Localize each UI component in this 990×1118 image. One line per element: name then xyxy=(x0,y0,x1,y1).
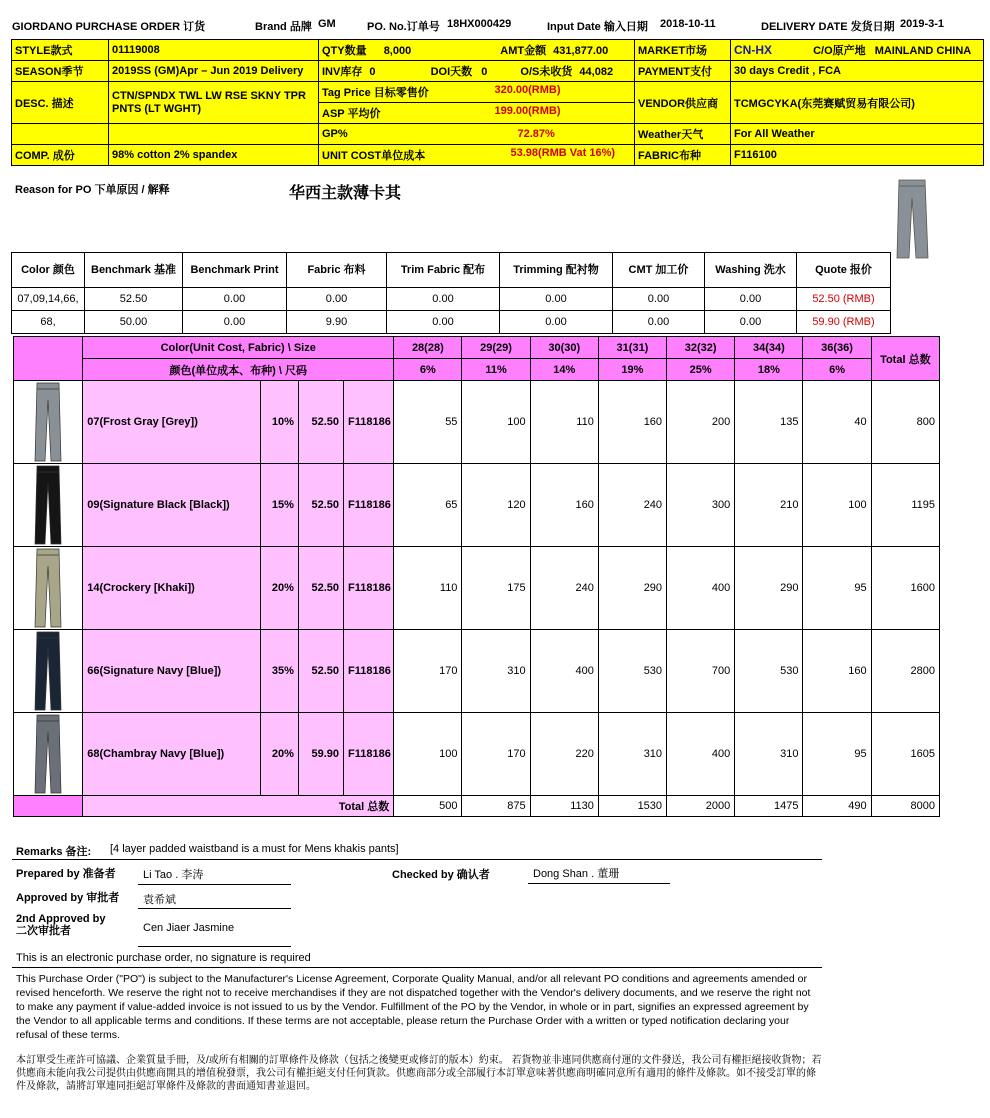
po-number: 18HX000429 xyxy=(447,18,512,30)
color-name: 66(Signature Navy [Blue]) xyxy=(83,630,261,713)
color-name: 68(Chambray Navy [Blue]) xyxy=(83,713,261,796)
inv-cell xyxy=(319,61,635,82)
color-row xyxy=(14,713,940,796)
tag-price-label: Tag Price 目标零售价 xyxy=(322,87,429,99)
qty-cell: 170 xyxy=(462,713,530,796)
grand-total: 8000 xyxy=(871,796,939,817)
qty-cell: 95 xyxy=(803,713,871,796)
size-label: 36(36) xyxy=(803,337,871,359)
style-value: 01119008 xyxy=(109,40,319,61)
quote-header: Trimming 配衬物 xyxy=(500,253,613,288)
brand-value: GM xyxy=(318,18,336,30)
inv-label: INV库存 xyxy=(322,66,363,78)
qty-cell: 65 xyxy=(394,464,462,547)
qty-cell: 160 xyxy=(598,381,666,464)
market-value: CN-HX xyxy=(734,43,772,57)
season-label: SEASON季节 xyxy=(12,61,109,82)
payment-value: 30 days Credit , FCA xyxy=(731,61,984,82)
remarks-label: Remarks 备注: xyxy=(16,846,92,858)
quote-header: Fabric 布料 xyxy=(287,253,387,288)
qty-cell: 110 xyxy=(530,381,598,464)
size-header-zh: 颜色(单位成本、布种) \ 尺码 xyxy=(83,359,394,381)
prepared-label: Prepared by 准备者 xyxy=(16,868,116,880)
row-total: 800 xyxy=(871,381,939,464)
approved-label: Approved by 审批者 xyxy=(16,892,120,904)
qty-cell: 400 xyxy=(667,547,735,630)
quote-header: Benchmark Print xyxy=(183,253,287,288)
pants-image xyxy=(33,382,63,462)
quote-header: Quote 报价 xyxy=(797,253,891,288)
quote-price: 59.90 (RMB) xyxy=(797,311,891,334)
quote-cell: 07,09,14,66, xyxy=(12,288,85,311)
po-info-grid xyxy=(11,39,984,166)
size-pct: 11% xyxy=(462,359,530,381)
doi-label: DOI天数 xyxy=(430,66,473,78)
style-label: STYLE款式 xyxy=(12,40,109,61)
qty-cell: 100 xyxy=(462,381,530,464)
asp-label: ASP 平均价 xyxy=(322,108,381,120)
desc-value: CTN/SPNDX TWL LW RSE SKNY TPR PNTS (LT WGHT) xyxy=(109,82,319,124)
color-fabric: F118186 xyxy=(344,630,394,713)
qty-cell: 160 xyxy=(530,464,598,547)
pants-image xyxy=(33,631,63,711)
gp-label: GP% xyxy=(322,128,348,140)
row-total: 1605 xyxy=(871,713,939,796)
size-pct: 6% xyxy=(394,359,462,381)
pants-image xyxy=(33,548,63,628)
qty-cell: 210 xyxy=(735,464,803,547)
qty-cell: 530 xyxy=(598,630,666,713)
po-number-label: PO. No.订单号 xyxy=(367,21,440,33)
comp-label: COMP. 成份 xyxy=(12,145,109,166)
qty-cell: 175 xyxy=(462,547,530,630)
qty-cell: 220 xyxy=(530,713,598,796)
os-label: O/S未收货 xyxy=(520,66,573,78)
quote-cell: 0.00 xyxy=(613,288,705,311)
os-value: 44,082 xyxy=(579,66,614,78)
tag-price-cell xyxy=(319,82,635,103)
color-cost: 52.50 xyxy=(298,630,343,713)
signature-line xyxy=(138,946,291,947)
prepared-by: Li Tao . 李涛 xyxy=(143,869,204,881)
qty-cell: 200 xyxy=(667,381,735,464)
qty-cell: 55 xyxy=(394,381,462,464)
checked-label: Checked by 确认者 xyxy=(392,869,490,881)
po-title: GIORDANO PURCHASE ORDER 订货 xyxy=(12,21,206,33)
quote-cell: 50.00 xyxy=(85,311,183,334)
qty-cell: 530 xyxy=(735,630,803,713)
grand-total-cell: 1530 xyxy=(598,796,666,817)
signature-line xyxy=(138,908,291,909)
quote-header: Washing 洗水 xyxy=(705,253,797,288)
size-header-en: Color(Unit Cost, Fabric) \ Size xyxy=(83,337,394,359)
comp-value: 98% cotton 2% spandex xyxy=(109,145,319,166)
divider xyxy=(12,859,822,860)
size-pct: 25% xyxy=(667,359,735,381)
quote-cell: 0.00 xyxy=(705,311,797,334)
input-date-label: Input Date 输入日期 xyxy=(547,21,648,33)
reason-label: Reason for PO 下单原因 / 解释 xyxy=(15,184,170,196)
season-value: 2019SS (GM)Apr – Jun 2019 Delivery xyxy=(109,61,319,82)
color-fabric: F118186 xyxy=(344,381,394,464)
grand-total-row xyxy=(14,796,940,817)
second-approved-label-zh: 二次审批者 xyxy=(16,925,71,937)
size-label: 34(34) xyxy=(735,337,803,359)
qty-cell: 400 xyxy=(530,630,598,713)
weather-value: For All Weather xyxy=(731,124,984,145)
row-total: 1195 xyxy=(871,464,939,547)
qty-cell: 310 xyxy=(598,713,666,796)
color-fabric: F118186 xyxy=(344,547,394,630)
qty-value: 8,000 xyxy=(383,45,412,57)
size-breakdown-table xyxy=(13,336,940,817)
vendor-value: TCMGCYKA(东莞赛赋贸易有限公司) xyxy=(731,82,984,124)
qty-cell: 310 xyxy=(462,630,530,713)
fabric-label: FABRIC布种 xyxy=(635,145,731,166)
signature-line xyxy=(528,883,670,884)
delivery-date-label: DELIVERY DATE 发货日期 xyxy=(761,21,895,33)
co-value: MAINLAND CHINA xyxy=(874,45,972,57)
color-swatch-cell xyxy=(14,547,83,630)
second-approved-by: Cen Jiaer Jasmine xyxy=(143,922,235,934)
quote-cell: 0.00 xyxy=(500,311,613,334)
qty-cell: 40 xyxy=(803,381,871,464)
checked-by: Dong Shan . 董珊 xyxy=(533,868,620,880)
color-pct: 35% xyxy=(260,630,298,713)
inv-value: 0 xyxy=(369,66,376,78)
quote-cell: 52.50 xyxy=(85,288,183,311)
color-pct: 10% xyxy=(260,381,298,464)
cost-quote-table xyxy=(11,252,891,334)
remarks-value: [4 layer padded waistband is a must for Mens khakis pants] xyxy=(110,843,399,855)
color-swatch-cell xyxy=(14,464,83,547)
size-pct: 19% xyxy=(598,359,666,381)
qty-cell: 170 xyxy=(394,630,462,713)
quote-row xyxy=(12,311,891,334)
market-co-cell xyxy=(731,40,984,61)
amt-value: 431,877.00 xyxy=(553,45,609,57)
unit-cost-cell xyxy=(319,145,635,166)
pants-image xyxy=(33,465,63,545)
color-cost: 52.50 xyxy=(298,381,343,464)
color-pct: 20% xyxy=(260,547,298,630)
color-pct: 15% xyxy=(260,464,298,547)
row-total: 2800 xyxy=(871,630,939,713)
size-pct: 14% xyxy=(530,359,598,381)
tag-price-value: 320.00(RMB) xyxy=(494,84,561,96)
co-label: C/O原产地 xyxy=(813,45,866,57)
qty-cell: 290 xyxy=(735,547,803,630)
desc-label: DESC. 描述 xyxy=(12,82,109,124)
amt-label: AMT金额 xyxy=(500,45,547,57)
qty-cell: 300 xyxy=(667,464,735,547)
divider xyxy=(12,967,822,968)
quote-cell: 0.00 xyxy=(183,288,287,311)
weather-label: Weather天气 xyxy=(635,124,731,145)
pants-image xyxy=(33,714,63,794)
unit-cost-value: 53.98(RMB Vat 16%) xyxy=(510,147,616,159)
doi-value: 0 xyxy=(481,66,488,78)
color-name: 14(Crockery [Khaki]) xyxy=(83,547,261,630)
color-name: 09(Signature Black [Black]) xyxy=(83,464,261,547)
size-label: 30(30) xyxy=(530,337,598,359)
size-label: 31(31) xyxy=(598,337,666,359)
color-swatch-cell xyxy=(14,381,83,464)
electronic-note: This is an electronic purchase order, no signature is required xyxy=(16,952,311,964)
delivery-date: 2019-3-1 xyxy=(900,18,945,30)
grand-total-cell: 875 xyxy=(462,796,530,817)
approved-by: 袁希斌 xyxy=(143,894,176,906)
reason-value: 华西主款薄卡其 xyxy=(289,183,402,202)
qty-cell: 700 xyxy=(667,630,735,713)
size-pct: 6% xyxy=(803,359,871,381)
quote-price: 52.50 (RMB) xyxy=(797,288,891,311)
quote-header-row xyxy=(12,253,891,288)
color-fabric: F118186 xyxy=(344,713,394,796)
color-fabric: F118186 xyxy=(344,464,394,547)
qty-cell: 160 xyxy=(803,630,871,713)
payment-label: PAYMENT支付 xyxy=(635,61,731,82)
quote-cell: 0.00 xyxy=(183,311,287,334)
quote-header: CMT 加工价 xyxy=(613,253,705,288)
gp-value: 72.87% xyxy=(517,128,555,140)
total-header: Total 总数 xyxy=(871,337,939,381)
quote-header: Benchmark 基准 xyxy=(85,253,183,288)
quote-cell: 68, xyxy=(12,311,85,334)
vendor-label: VENDOR供应商 xyxy=(635,82,731,124)
grand-total-label: Total 总数 xyxy=(83,796,394,817)
quote-cell: 9.90 xyxy=(287,311,387,334)
quote-cell: 0.00 xyxy=(387,288,500,311)
color-row xyxy=(14,630,940,713)
grand-total-cell: 1475 xyxy=(735,796,803,817)
grand-total-cell: 500 xyxy=(394,796,462,817)
po-header xyxy=(0,18,990,36)
color-row xyxy=(14,381,940,464)
unit-cost-label: UNIT COST单位成本 xyxy=(322,150,426,162)
color-pct: 20% xyxy=(260,713,298,796)
signature-line xyxy=(138,884,291,885)
second-approved-label-en: 2nd Approved by xyxy=(16,913,106,925)
asp-value: 199.00(RMB) xyxy=(494,105,561,117)
quote-cell: 0.00 xyxy=(613,311,705,334)
qty-cell: 120 xyxy=(462,464,530,547)
quote-cell: 0.00 xyxy=(387,311,500,334)
legal-text-zh: 本訂單受生產許可協議、企業質量手冊，及/或所有相關的訂單條件及條款（包括之後變更或修訂的版本）約束。 若貨物並非連同供應商付運的文件發送，我公司有權拒絕接收貨物；若供應商未能向我公司提供由供應商開具的增值稅發票，我公司有權拒絕支付任何貨款。供應商部分或全部履行本訂單意味著供應商明確同意所有適用的條件及條款。如不接受訂單的條件及條款，請將訂單連同拒絕訂單條件及條款的書面通知書並退回。 xyxy=(16,1055,822,1092)
size-label: 32(32) xyxy=(667,337,735,359)
qty-cell: 310 xyxy=(735,713,803,796)
color-row xyxy=(14,547,940,630)
qty-label: QTY数量 xyxy=(322,45,367,57)
color-swatch-cell xyxy=(14,713,83,796)
qty-cell: 95 xyxy=(803,547,871,630)
color-row xyxy=(14,464,940,547)
color-cost: 52.50 xyxy=(298,464,343,547)
qty-cell: 240 xyxy=(530,547,598,630)
grand-total-cell: 1130 xyxy=(530,796,598,817)
qty-cell: 100 xyxy=(394,713,462,796)
qty-cell: 100 xyxy=(803,464,871,547)
qty-cell: 135 xyxy=(735,381,803,464)
quote-cell: 0.00 xyxy=(500,288,613,311)
color-cost: 52.50 xyxy=(298,547,343,630)
qty-cell: 110 xyxy=(394,547,462,630)
quote-header: Trim Fabric 配布 xyxy=(387,253,500,288)
quote-cell: 0.00 xyxy=(705,288,797,311)
row-total: 1600 xyxy=(871,547,939,630)
quote-row xyxy=(12,288,891,311)
quote-cell: 0.00 xyxy=(287,288,387,311)
size-label: 28(28) xyxy=(394,337,462,359)
qty-amt-cell xyxy=(319,40,635,61)
color-swatch-cell xyxy=(14,630,83,713)
market-label: MARKET市场 xyxy=(635,40,731,61)
qty-cell: 400 xyxy=(667,713,735,796)
qty-cell: 240 xyxy=(598,464,666,547)
quote-header: Color 颜色 xyxy=(12,253,85,288)
product-thumbnail xyxy=(893,178,933,262)
size-label: 29(29) xyxy=(462,337,530,359)
color-name: 07(Frost Gray [Grey]) xyxy=(83,381,261,464)
qty-cell: 290 xyxy=(598,547,666,630)
grand-total-cell: 490 xyxy=(803,796,871,817)
legal-text-en: This Purchase Order ("PO") is subject to the Manufacturer's License Agreement, Corporate Quality Manual, and/or all relevant PO conditions and agreements amended or revised henceforth. We reserve the right not to receive merchandises if they are not dispatched together with the Vendor's delivery documents, and we reserve the right not to make any payment if value-added invoice is not issued to us by the Vendor. Fulfillment of the PO by the Vendor, in whole or in part, signifies an expressed agreement by the Vendor to all applicable terms and conditions. If these terms are not acceptable, please return the Purchase Order with a written or typed notification declaring your refusal of these terms. xyxy=(16,973,811,1041)
grand-total-cell: 2000 xyxy=(667,796,735,817)
input-date: 2018-10-11 xyxy=(660,18,716,30)
color-cost: 59.90 xyxy=(298,713,343,796)
size-pct: 18% xyxy=(735,359,803,381)
brand-label: Brand 品牌 xyxy=(255,21,312,33)
asp-cell xyxy=(319,103,635,124)
fabric-value: F116100 xyxy=(731,145,984,166)
second-approved-label xyxy=(16,913,105,937)
gp-cell xyxy=(319,124,635,145)
